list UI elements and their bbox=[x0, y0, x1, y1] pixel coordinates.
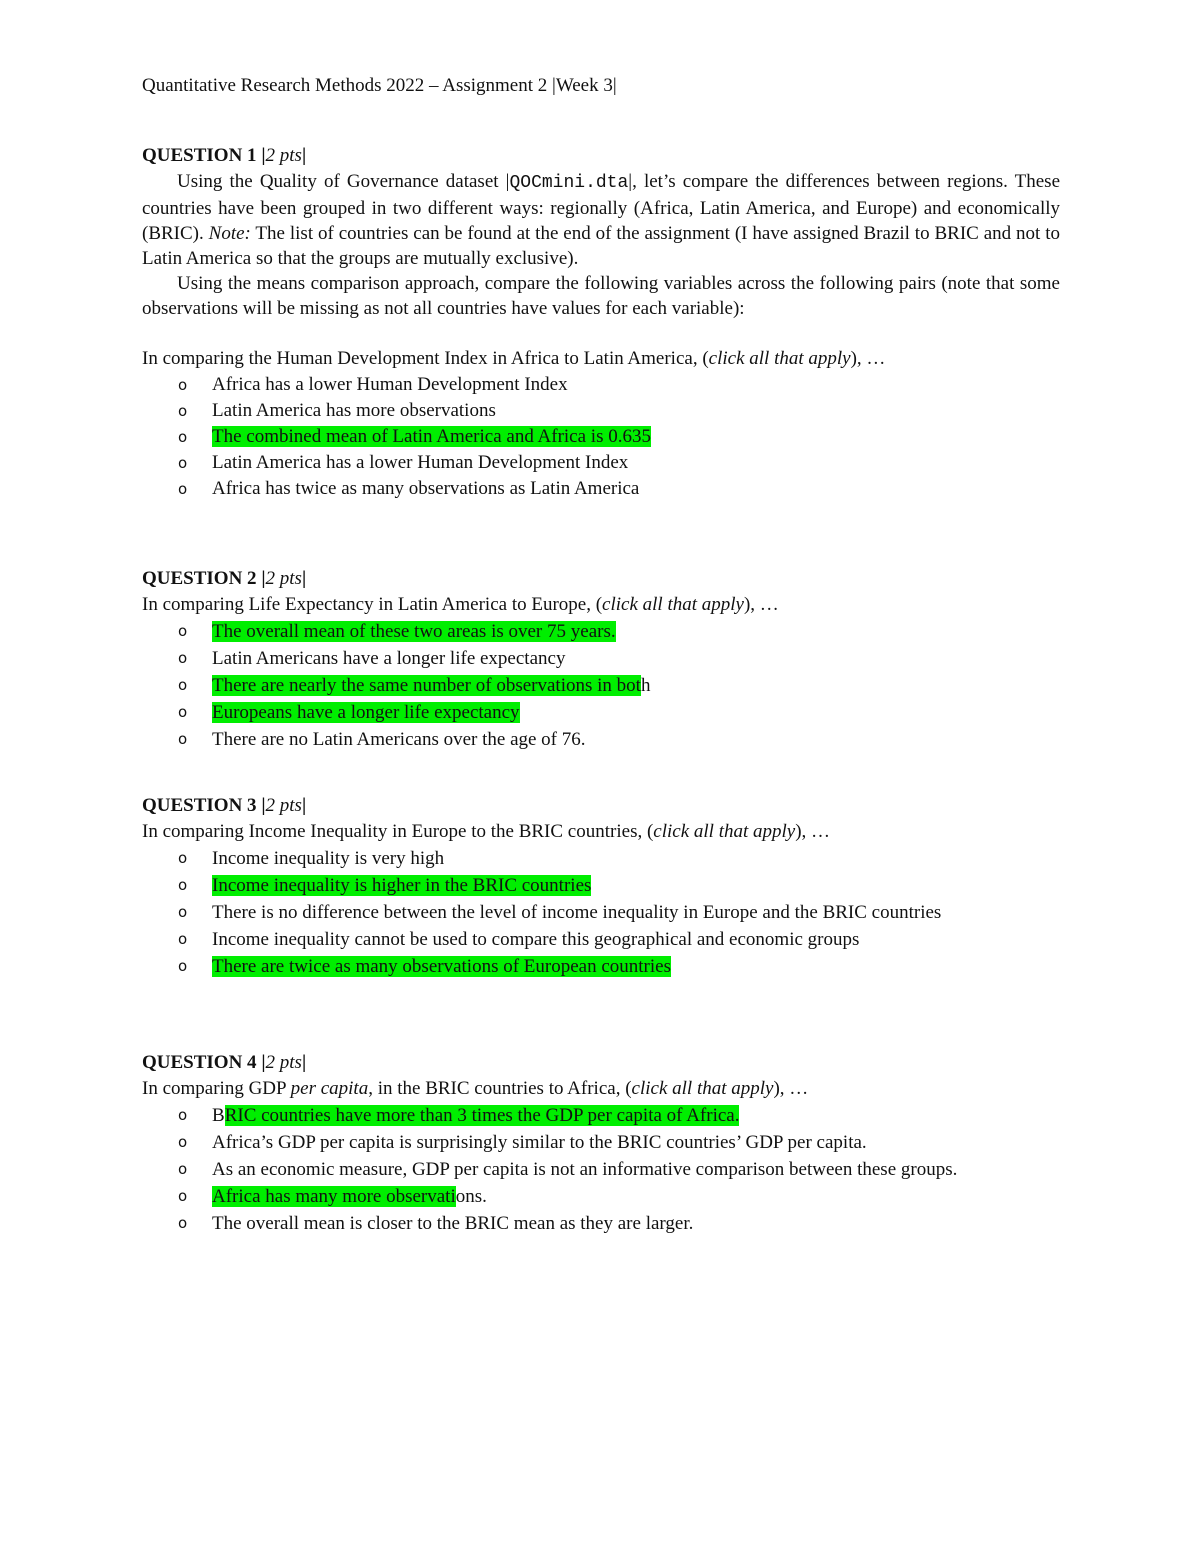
option-item[interactable]: o There are no Latin Americans over the age of 76. bbox=[142, 726, 1060, 753]
options-list bbox=[142, 845, 1002, 980]
instructions-paragraph: Using the means comparison approach, compare the following variables across the following pairs (note that some observations will be missing as not all countries have values for each variable): bbox=[142, 273, 1060, 319]
bullet-icon: o bbox=[178, 1160, 188, 1178]
question-stem: In comparing Income Inequality in Europe to the BRIC countries, (click all that apply), … bbox=[142, 821, 831, 842]
option-item-highlighted[interactable] bbox=[142, 953, 1002, 980]
answer-highlight: There are twice as many observations of European countries bbox=[212, 956, 671, 977]
bullet-icon: o bbox=[178, 376, 188, 394]
question-1-title: QUESTION 1 |2 pts| bbox=[142, 145, 307, 166]
question-4 bbox=[142, 1050, 1060, 1237]
option-item[interactable]: o Africa has a lower Human Development Index bbox=[142, 372, 1060, 398]
answer-highlight: There are nearly the same number of observations in bot bbox=[212, 675, 641, 696]
bullet-icon: o bbox=[178, 957, 188, 975]
option-item[interactable]: o The overall mean is closer to the BRIC mean as they are larger. bbox=[142, 1210, 1060, 1237]
question-title-text: QUESTION 1 bbox=[142, 145, 257, 166]
question-2 bbox=[142, 566, 1060, 753]
answer-highlight: The overall mean of these two areas is over 75 years. bbox=[212, 621, 616, 642]
bullet-icon: o bbox=[178, 622, 188, 640]
points-label: 2 pts bbox=[265, 145, 302, 166]
answer-highlight: Europeans have a longer life expectancy bbox=[212, 702, 520, 723]
option-item[interactable]: o Latin Americans have a longer life expectancy bbox=[142, 645, 1060, 672]
question-title-text: QUESTION 4 bbox=[142, 1052, 257, 1073]
option-item[interactable]: o Income inequality cannot be used to compare this geographical and economic groups bbox=[142, 926, 1002, 953]
option-item[interactable]: o Income inequality is very high bbox=[142, 845, 1002, 872]
bullet-icon: o bbox=[178, 849, 188, 867]
bullet-icon: o bbox=[178, 428, 188, 446]
option-item-highlighted[interactable] bbox=[142, 872, 1002, 899]
option-item[interactable]: o As an economic measure, GDP per capita is not an informative comparison between these groups. bbox=[142, 1156, 1060, 1183]
intro-paragraph: Using the Quality of Governance dataset |QOCmini.dta|, let’s compare the differences between regions. These countries have been grouped in two different ways: regionally (Africa, Latin America, and Europe) and economically (BRIC). Note: The list of countries can be found at the end of the assignment (I have assigned Brazil to BRIC and not to Latin America so that the groups are mutually exclusive). bbox=[142, 171, 1061, 269]
points-label: 2 pts bbox=[265, 795, 302, 816]
question-4-title: QUESTION 4 |2 pts| bbox=[142, 1052, 307, 1073]
option-item-highlighted[interactable] bbox=[142, 699, 1060, 726]
page-header: Quantitative Research Methods 2022 – Assignment 2 |Week 3| bbox=[142, 75, 617, 96]
answer-highlight: The combined mean of Latin America and Africa is 0.635 bbox=[212, 426, 651, 447]
bullet-icon: o bbox=[178, 930, 188, 948]
question-stem: In comparing Life Expectancy in Latin America to Europe, (click all that apply), … bbox=[142, 594, 779, 615]
question-title-text: QUESTION 2 bbox=[142, 568, 257, 589]
option-item-highlighted[interactable] bbox=[142, 618, 1060, 645]
bullet-icon: o bbox=[178, 703, 188, 721]
bullet-icon: o bbox=[178, 1214, 188, 1232]
bullet-icon: o bbox=[178, 1187, 188, 1205]
bullet-icon: o bbox=[178, 649, 188, 667]
dataset-filename: QOCmini.dta bbox=[509, 173, 629, 193]
question-3 bbox=[142, 793, 1060, 980]
points-label: 2 pts bbox=[265, 1052, 302, 1073]
options-list bbox=[142, 372, 1060, 502]
options-list bbox=[142, 1102, 1060, 1237]
option-item[interactable]: o There is no difference between the level of income inequality in Europe and the BRIC countries bbox=[142, 899, 1002, 926]
bullet-icon: o bbox=[178, 402, 188, 420]
option-item-highlighted[interactable]: o BRIC countries have more than 3 times the GDP per capita of Africa. bbox=[142, 1102, 1060, 1129]
bullet-icon: o bbox=[178, 676, 188, 694]
option-item-highlighted[interactable] bbox=[142, 424, 1060, 450]
bullet-icon: o bbox=[178, 480, 188, 498]
option-item[interactable]: o Africa’s GDP per capita is surprisingly similar to the BRIC countries’ GDP per capita. bbox=[142, 1129, 1060, 1156]
question-stem: In comparing GDP per capita, in the BRIC countries to Africa, (click all that apply), … bbox=[142, 1078, 809, 1099]
bullet-icon: o bbox=[178, 876, 188, 894]
option-item[interactable]: o Latin America has more observations bbox=[142, 398, 1060, 424]
options-list bbox=[142, 618, 1060, 753]
bullet-icon: o bbox=[178, 903, 188, 921]
option-item-highlighted[interactable]: o There are nearly the same number of observations in both bbox=[142, 672, 1060, 699]
bullet-icon: o bbox=[178, 730, 188, 748]
option-item-highlighted[interactable]: o Africa has many more observations. bbox=[142, 1183, 1060, 1210]
points-label: 2 pts bbox=[265, 568, 302, 589]
answer-highlight: Africa has many more observati bbox=[212, 1186, 456, 1207]
question-stem: In comparing the Human Development Index in Africa to Latin America, (click all that apply), … bbox=[142, 348, 886, 369]
question-3-title: QUESTION 3 |2 pts| bbox=[142, 795, 307, 816]
question-1 bbox=[142, 143, 1060, 502]
answer-highlight: RIC countries have more than 3 times the GDP per capita of Africa. bbox=[224, 1105, 740, 1126]
question-2-title: QUESTION 2 |2 pts| bbox=[142, 568, 307, 589]
bullet-icon: o bbox=[178, 1106, 188, 1124]
option-item[interactable]: o Latin America has a lower Human Development Index bbox=[142, 450, 1060, 476]
answer-highlight: Income inequality is higher in the BRIC countries bbox=[212, 875, 592, 896]
bullet-icon: o bbox=[178, 1133, 188, 1151]
bullet-icon: o bbox=[178, 454, 188, 472]
option-item[interactable]: o Africa has twice as many observations as Latin America bbox=[142, 476, 1060, 502]
question-title-text: QUESTION 3 bbox=[142, 795, 257, 816]
